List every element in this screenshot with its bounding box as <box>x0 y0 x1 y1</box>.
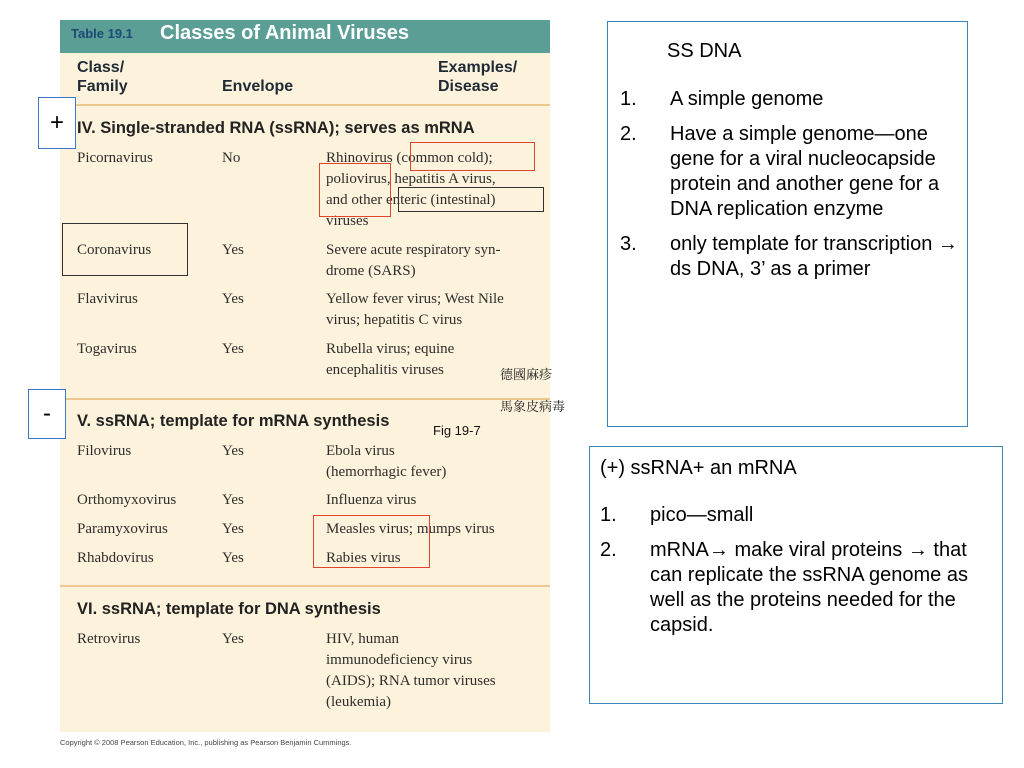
examples-line: encephalitis viruses <box>326 362 444 378</box>
item-number: 1. <box>620 88 637 110</box>
col-header-class: Class/ Family <box>77 59 128 95</box>
family-coronavirus: Coronavirus <box>77 242 152 258</box>
figure-reference: Fig 19-7 <box>433 423 481 438</box>
family-retrovirus: Retrovirus <box>77 631 141 647</box>
list-item <box>620 87 958 112</box>
examples-line: Rabies virus <box>326 550 401 566</box>
item-text: mRNA→ make viral proteins → that can replicate the ssRNA genome as well as the proteins needed for the capsid. <box>650 539 968 636</box>
examples-line: HIV, human <box>326 631 400 647</box>
list-item <box>620 122 958 222</box>
examples-line: Rhinovirus (common cold); <box>326 150 493 166</box>
envelope-togavirus: Yes <box>222 341 244 357</box>
section-heading-v: V. ssRNA; template for mRNA synthesis <box>77 412 390 430</box>
item-text: Have a simple genome—one gene for a viral nucleocapside protein and another gene for a DNA replication enzyme <box>670 123 940 220</box>
examples-line: drome (SARS) <box>326 263 416 279</box>
family-orthomyxovirus: Orthomyxovirus <box>77 492 177 508</box>
note-positive-ssrna <box>589 446 1003 704</box>
section-heading-iv: IV. Single-stranded RNA (ssRNA); serves as mRNA <box>77 119 475 137</box>
list-item <box>600 538 995 638</box>
note-ss-dna <box>607 21 968 427</box>
examples-line: Rubella virus; equine <box>326 341 455 357</box>
family-filovirus: Filovirus <box>77 443 132 459</box>
examples-line: Yellow fever virus; West Nile <box>326 291 504 307</box>
family-picornavirus: Picornavirus <box>77 150 153 166</box>
list-item <box>620 232 958 282</box>
examples-line: Severe acute respiratory syn- <box>326 242 501 258</box>
divider <box>60 398 550 400</box>
examples-line: (hemorrhagic fever) <box>326 464 447 480</box>
col-header-envelope: Envelope <box>222 78 294 95</box>
envelope-retrovirus: Yes <box>222 631 244 647</box>
item-text: pico—small <box>650 504 754 526</box>
examples-line: immunodeficiency virus <box>326 652 473 668</box>
highlight-common-cold <box>410 142 535 171</box>
highlight-poliovirus <box>319 163 391 217</box>
table-title: Classes of Animal Viruses <box>160 22 410 44</box>
examples-line: poliovirus, hepatitis A virus, <box>326 171 496 187</box>
highlight-coronavirus <box>62 223 188 276</box>
divider <box>60 104 550 106</box>
item-number: 3. <box>620 233 637 255</box>
annotation-virus-chinese: 馬象皮病毒 <box>500 400 566 415</box>
highlight-measles-rabies <box>313 515 430 568</box>
item-number: 1. <box>600 504 617 526</box>
envelope-filovirus: Yes <box>222 443 244 459</box>
examples-line: (AIDS); RNA tumor viruses <box>326 673 496 689</box>
highlight-enteric <box>398 187 544 212</box>
minus-sign: - <box>43 400 51 427</box>
envelope-picornavirus: No <box>222 150 241 166</box>
examples-line: virus; hepatitis C virus <box>326 312 463 328</box>
list-item <box>600 503 995 528</box>
item-text: A simple genome <box>670 88 824 110</box>
table-header-bar <box>60 20 550 53</box>
envelope-paramyxovirus: Yes <box>222 521 244 537</box>
family-paramyxovirus: Paramyxovirus <box>77 521 168 537</box>
note-list <box>600 503 995 638</box>
family-togavirus: Togavirus <box>77 341 137 357</box>
examples-line: (leukemia) <box>326 694 391 710</box>
plus-sign: + <box>49 109 64 136</box>
examples-line: and other enteric (intestinal) <box>326 192 496 208</box>
item-number: 2. <box>600 539 617 561</box>
examples-line: Measles virus; mumps virus <box>326 521 495 537</box>
plus-marker <box>38 97 76 149</box>
annotation-rubella-chinese: 德國麻疹 <box>500 368 553 383</box>
note-title: SS DNA <box>667 40 742 62</box>
note-list <box>620 87 958 282</box>
divider <box>60 585 550 587</box>
note-title: (+) ssRNA+ an mRNA <box>600 457 797 479</box>
envelope-flavivirus: Yes <box>222 291 244 307</box>
examples-line: Influenza virus <box>326 492 417 508</box>
table-number: Table 19.1 <box>71 26 133 41</box>
item-number: 2. <box>620 123 637 145</box>
examples-line: Ebola virus <box>326 443 395 459</box>
envelope-orthomyxovirus: Yes <box>222 492 244 508</box>
minus-marker <box>28 389 66 439</box>
section-heading-vi: VI. ssRNA; template for DNA synthesis <box>77 600 381 618</box>
col-header-examples: Examples/ Disease <box>438 59 518 95</box>
family-flavivirus: Flavivirus <box>77 291 138 307</box>
family-rhabdovirus: Rhabdovirus <box>77 550 154 566</box>
virus-classes-table <box>60 20 553 732</box>
examples-line: viruses <box>326 213 369 229</box>
envelope-rhabdovirus: Yes <box>222 550 244 566</box>
copyright-text: Copyright © 2008 Pearson Education, Inc., publishing as Pearson Benjamin Cummings. <box>60 738 352 747</box>
item-text: only template for transcription → ds DNA, 3’ as a primer <box>670 233 958 280</box>
envelope-coronavirus: Yes <box>222 242 244 258</box>
